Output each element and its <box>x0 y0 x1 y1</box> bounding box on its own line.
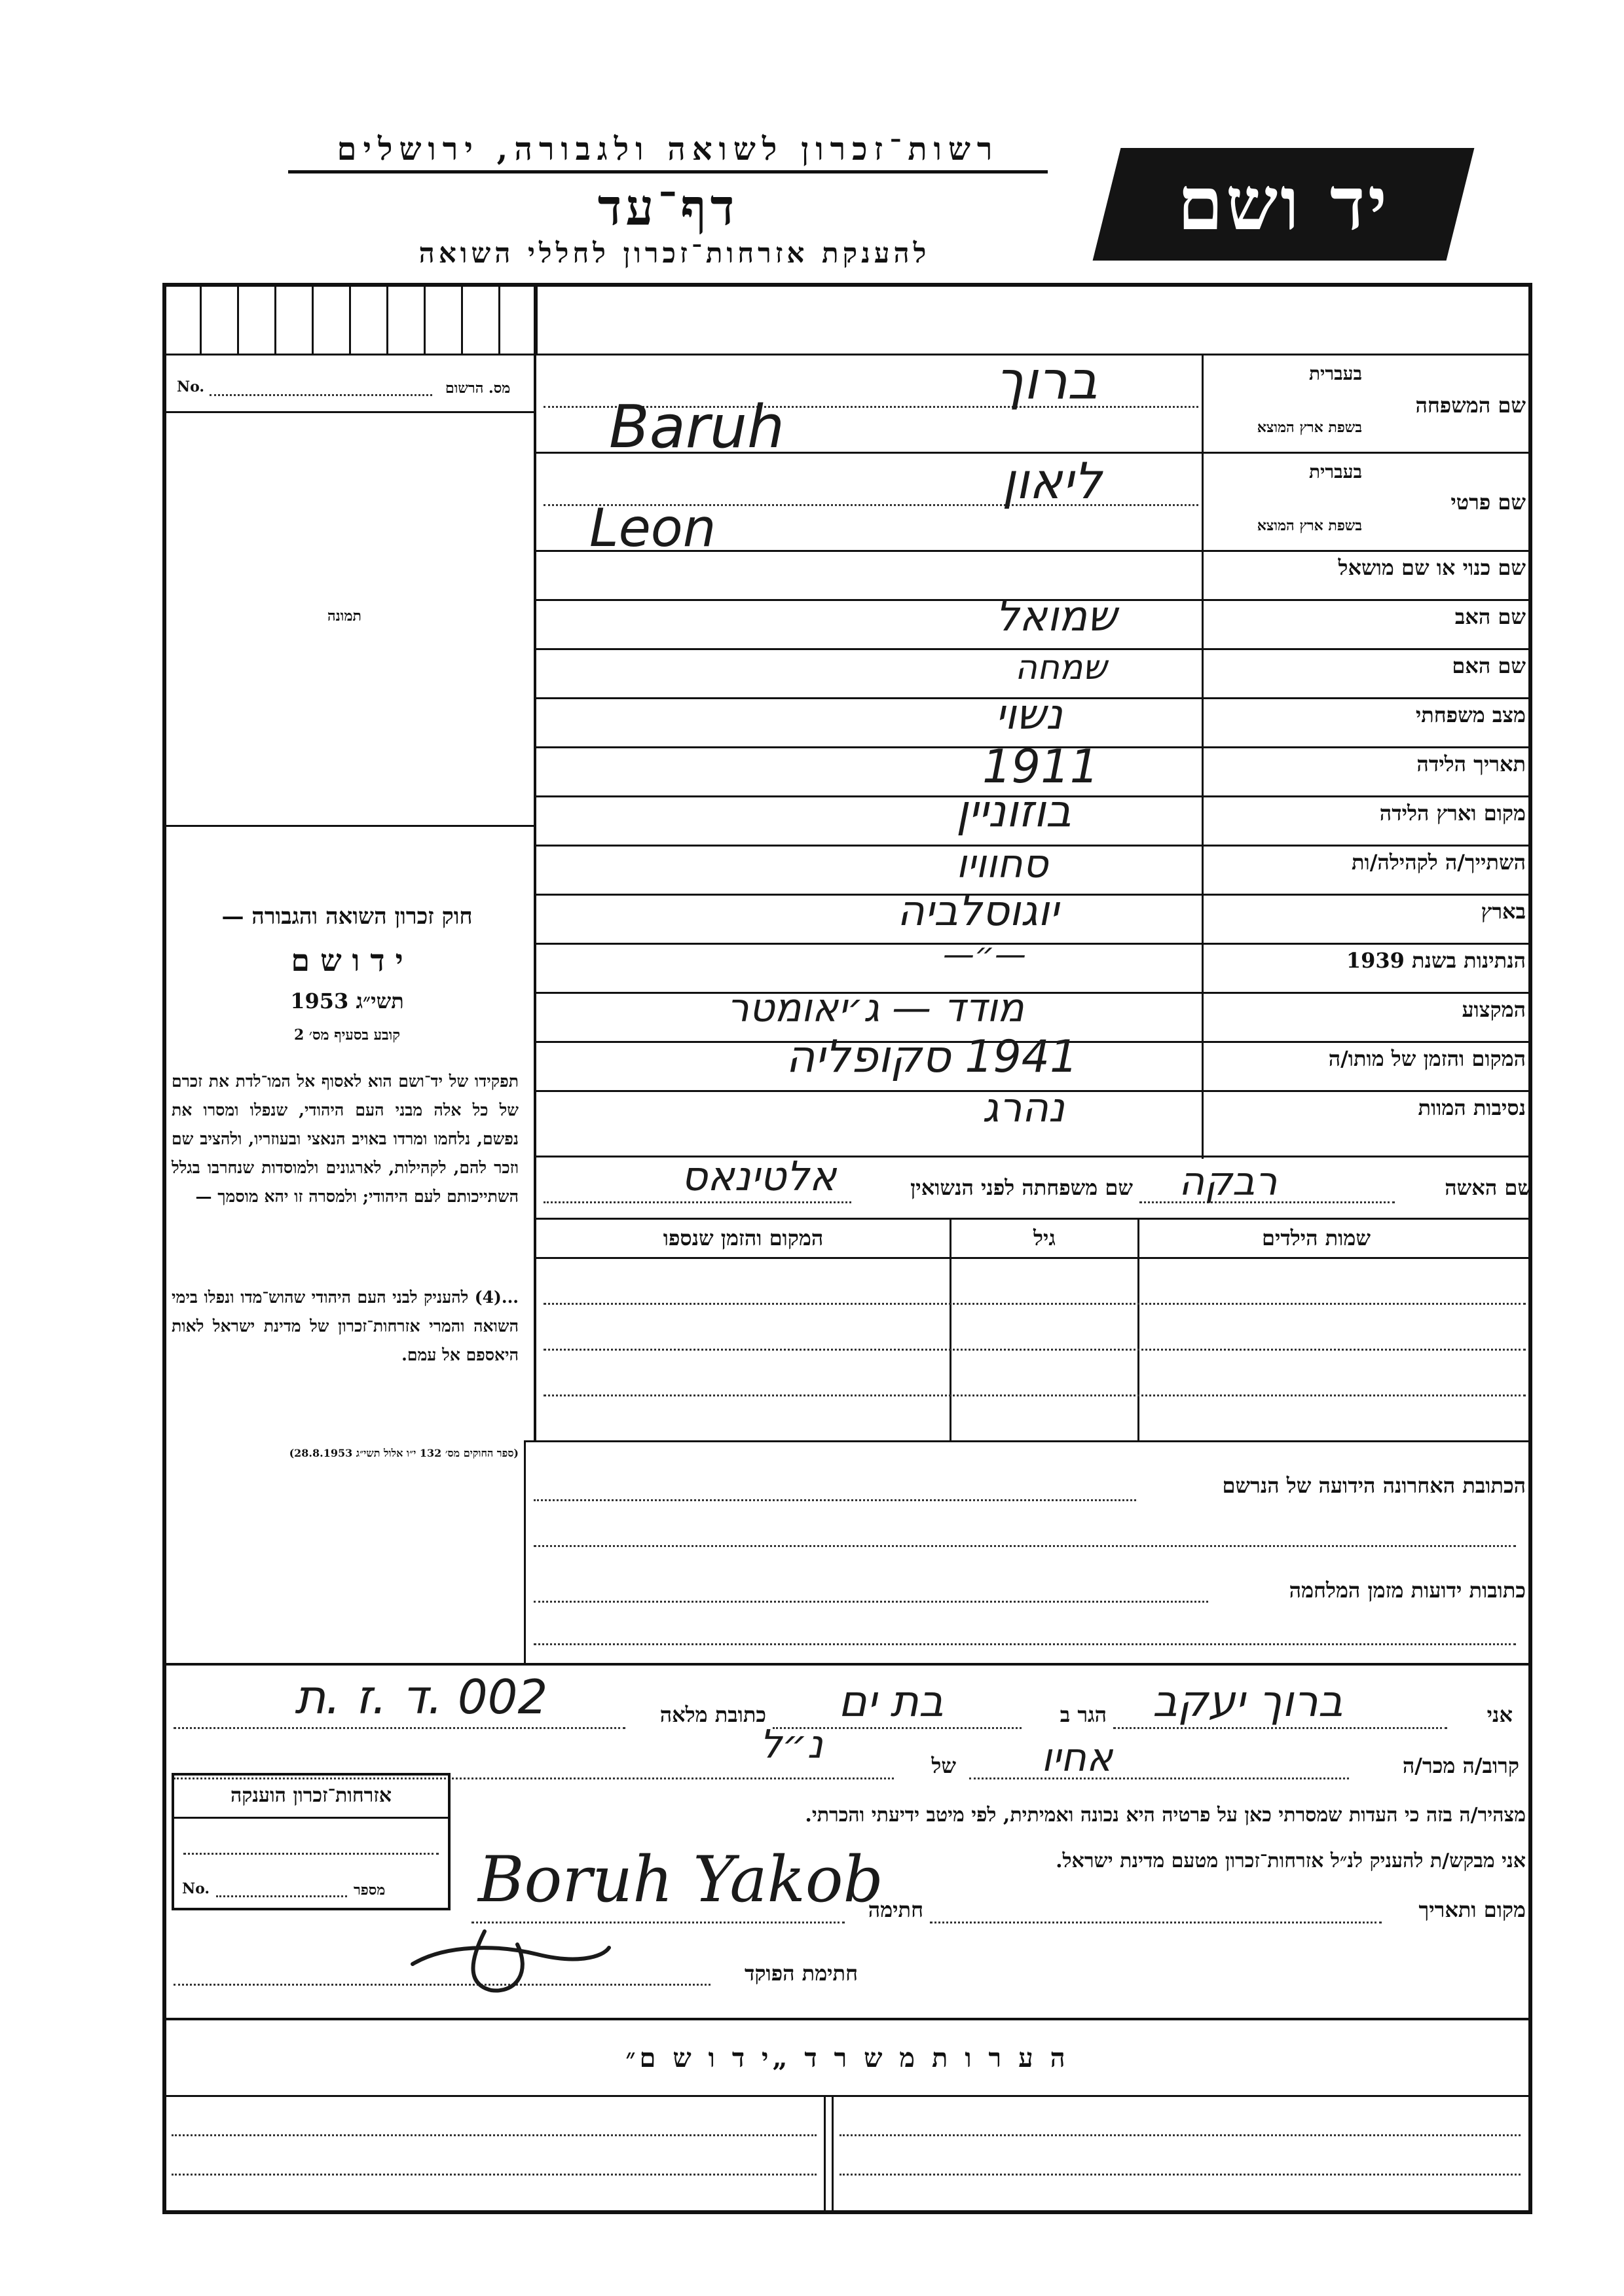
death-circumstances-value[interactable]: נהרג <box>982 1084 1065 1131</box>
law-name: י ד ו ש ם <box>291 943 403 978</box>
children-names-header: שמות הילדים <box>1262 1226 1371 1250</box>
children-place-header: המקום והזמן שנספו <box>663 1226 824 1250</box>
birthplace-label: מקום וארץ הלידה <box>1379 801 1526 826</box>
yad-vashem-logo <box>1093 148 1475 261</box>
death-place-label: המקום והזמן של מותו/ה <box>1328 1046 1526 1071</box>
first-he-value[interactable]: ליאון <box>1002 452 1102 510</box>
grid-line <box>162 354 536 355</box>
birthdate-value[interactable]: 1911 <box>982 740 1099 793</box>
form-subtitle: להענקת אזרחות־זכרון לחללי השואה <box>418 237 931 269</box>
relation-label: קרוב/ה מכר/ה <box>1402 1753 1519 1778</box>
last-address-field[interactable] <box>534 1499 1136 1501</box>
signature-label: חתימה <box>868 1897 923 1922</box>
law-title: חוק זכרון השואה והגבורה — <box>221 903 473 930</box>
nationality-label: הנתינות בשנת 1939 <box>1346 948 1526 973</box>
maiden-label: שם משפחתה לפני הנשואין <box>910 1175 1133 1200</box>
father-label: שם האב <box>1454 604 1526 629</box>
statement-2: אני מבקש/ת להעניק לנ״ל אזרחות־זכרון מטעם מדינת ישראל. <box>1056 1850 1526 1872</box>
grant-no-prefix: No. <box>182 1880 210 1897</box>
country-value[interactable]: יוגוסלביה <box>897 887 1059 936</box>
last-address-label: הכתובת האחרונה הידועה של הנרשם <box>1222 1473 1526 1498</box>
maiden-value[interactable]: אלטינאס <box>681 1152 837 1200</box>
logo-text: יד ושם <box>1177 161 1390 247</box>
registry-no-prefix: No. <box>177 378 205 395</box>
photo-label: תמונה <box>327 608 361 625</box>
nationality-value[interactable]: —״— <box>943 936 1026 973</box>
law-citation: (ספר החוקים מס׳ 132 י״ו אלול תשי״ג 28.8.1953) <box>289 1447 519 1459</box>
of-label: של <box>931 1753 956 1778</box>
authority-heading: רשות־זכרון לשואה ולגבורה, ירושלים <box>288 131 1048 173</box>
marital-value[interactable]: נשוי <box>995 691 1063 739</box>
wife-label: שם האשה <box>1445 1175 1532 1200</box>
of-value[interactable]: נ״ל <box>760 1722 823 1768</box>
surname-he-value[interactable]: ברוך <box>995 350 1098 411</box>
first-name-label: שם פרטי <box>1450 490 1526 515</box>
office-notes-line[interactable] <box>172 2134 817 2136</box>
mother-value[interactable]: שמחה <box>1015 648 1107 687</box>
birthplace-value[interactable]: בוזוניין <box>956 786 1072 837</box>
form-title: דף־עד <box>597 178 739 236</box>
lives-value[interactable]: בת ים <box>838 1676 944 1726</box>
grant-number-label: מספר <box>354 1882 386 1899</box>
birthdate-label: תאריך הלידה <box>1416 752 1526 776</box>
declarant-i-label: אני <box>1486 1702 1513 1727</box>
first-he-sub: בעברית <box>1308 461 1362 483</box>
place-date-field[interactable] <box>930 1922 1382 1923</box>
wife-value[interactable]: רבקה <box>1179 1159 1278 1205</box>
officer-signature-label: חתימת הפוקד <box>745 1961 858 1986</box>
law-text-1: תפקידו של יד־ושם הוא לאסוף אל המו־לדת את זכרם של כל אלה מבני העם היהודי, שנפלו ומסרו את נפשם, נלחמו ומרדו באויב הנאצי ובעוזריו, ולהציב שם וזכר להם, לקהילות, לארגונים ולמוסדות שנחרבו בגלל השתייכותם לעם היהודי; ולמסרה זו יהא מוסמך — <box>172 1072 519 1206</box>
children-age-header: גיל <box>1033 1226 1056 1250</box>
marital-label: מצב משפחתי <box>1415 702 1526 727</box>
nickname-label: שם כנוי או שם מושאל <box>1338 555 1526 580</box>
office-notes-line[interactable] <box>840 2134 1521 2136</box>
war-address-label: כתובות ידועות מזמן המלחמה <box>1289 1578 1526 1603</box>
first-origin-value[interactable]: Leon <box>589 498 716 558</box>
law-text-2: ...(4) להעניק לבני העם היהודי שהוש־מדו ונפלו בימי השואה והמרי אזרחות־זכרון של מדינת ישראל לאות היאספם אל עמם. <box>172 1288 519 1364</box>
place-date-label: מקום ותאריך <box>1418 1897 1526 1922</box>
declarant-name-value[interactable]: ברוך יעקב <box>1153 1676 1343 1726</box>
surname-origin-sub: בשפת ארץ המוצא <box>1257 419 1362 436</box>
statement-1: מצהיר/ה בזה כי העדות שמסרתי כאן על פרטיה היא נכונה ואמיתית, לפי מיטב ידיעתי והכרתי. <box>805 1804 1526 1827</box>
profession-label: המקצוע <box>1462 997 1526 1022</box>
declarant-signature: Boruh Yakob <box>478 1843 883 1916</box>
surname-he-sub: בעברית <box>1308 363 1362 384</box>
address-label: כתובת מלאה <box>659 1702 766 1727</box>
death-circumstances-label: נסיבות המוות <box>1418 1095 1526 1120</box>
father-value[interactable]: שמואל <box>995 592 1117 641</box>
death-place-value[interactable]: 1941 סקופליה <box>786 1031 1079 1083</box>
first-origin-sub: בשפת ארץ המוצא <box>1257 517 1362 534</box>
grant-number-field[interactable] <box>216 1895 347 1897</box>
law-clause: קובע בסעיף מס׳ 2 <box>293 1027 401 1044</box>
war-address-field[interactable] <box>534 1601 1208 1603</box>
law-year: תשי״ג 1953 <box>290 989 404 1013</box>
community-value[interactable]: סחוויו <box>956 841 1048 887</box>
surname-origin-value[interactable]: Baruh <box>609 393 784 462</box>
surname-label: שם המשפחה <box>1415 393 1526 418</box>
registry-label: מס. הרשום <box>445 380 511 397</box>
country-label: בארץ <box>1481 899 1526 924</box>
grant-title: אזרחות־זכרון הוענקה <box>230 1784 392 1807</box>
registry-no-field[interactable] <box>210 394 432 396</box>
relation-value[interactable]: אחיו <box>1041 1735 1113 1781</box>
office-notes-heading: ה ע ר ו ת מ ש ר ד „י ד ו ש ם״ <box>625 2043 1069 2073</box>
address-value[interactable]: 002 .ד .ז .ת <box>295 1669 548 1724</box>
profession-value[interactable]: מודד — ג׳יאומטר <box>727 985 1024 1031</box>
community-label: השתייך/ה לקהילה/ות <box>1352 850 1526 875</box>
lives-label: הגר ב <box>1060 1702 1107 1727</box>
officer-signature-scribble <box>406 1918 616 1997</box>
mother-label: שם האם <box>1452 653 1526 678</box>
